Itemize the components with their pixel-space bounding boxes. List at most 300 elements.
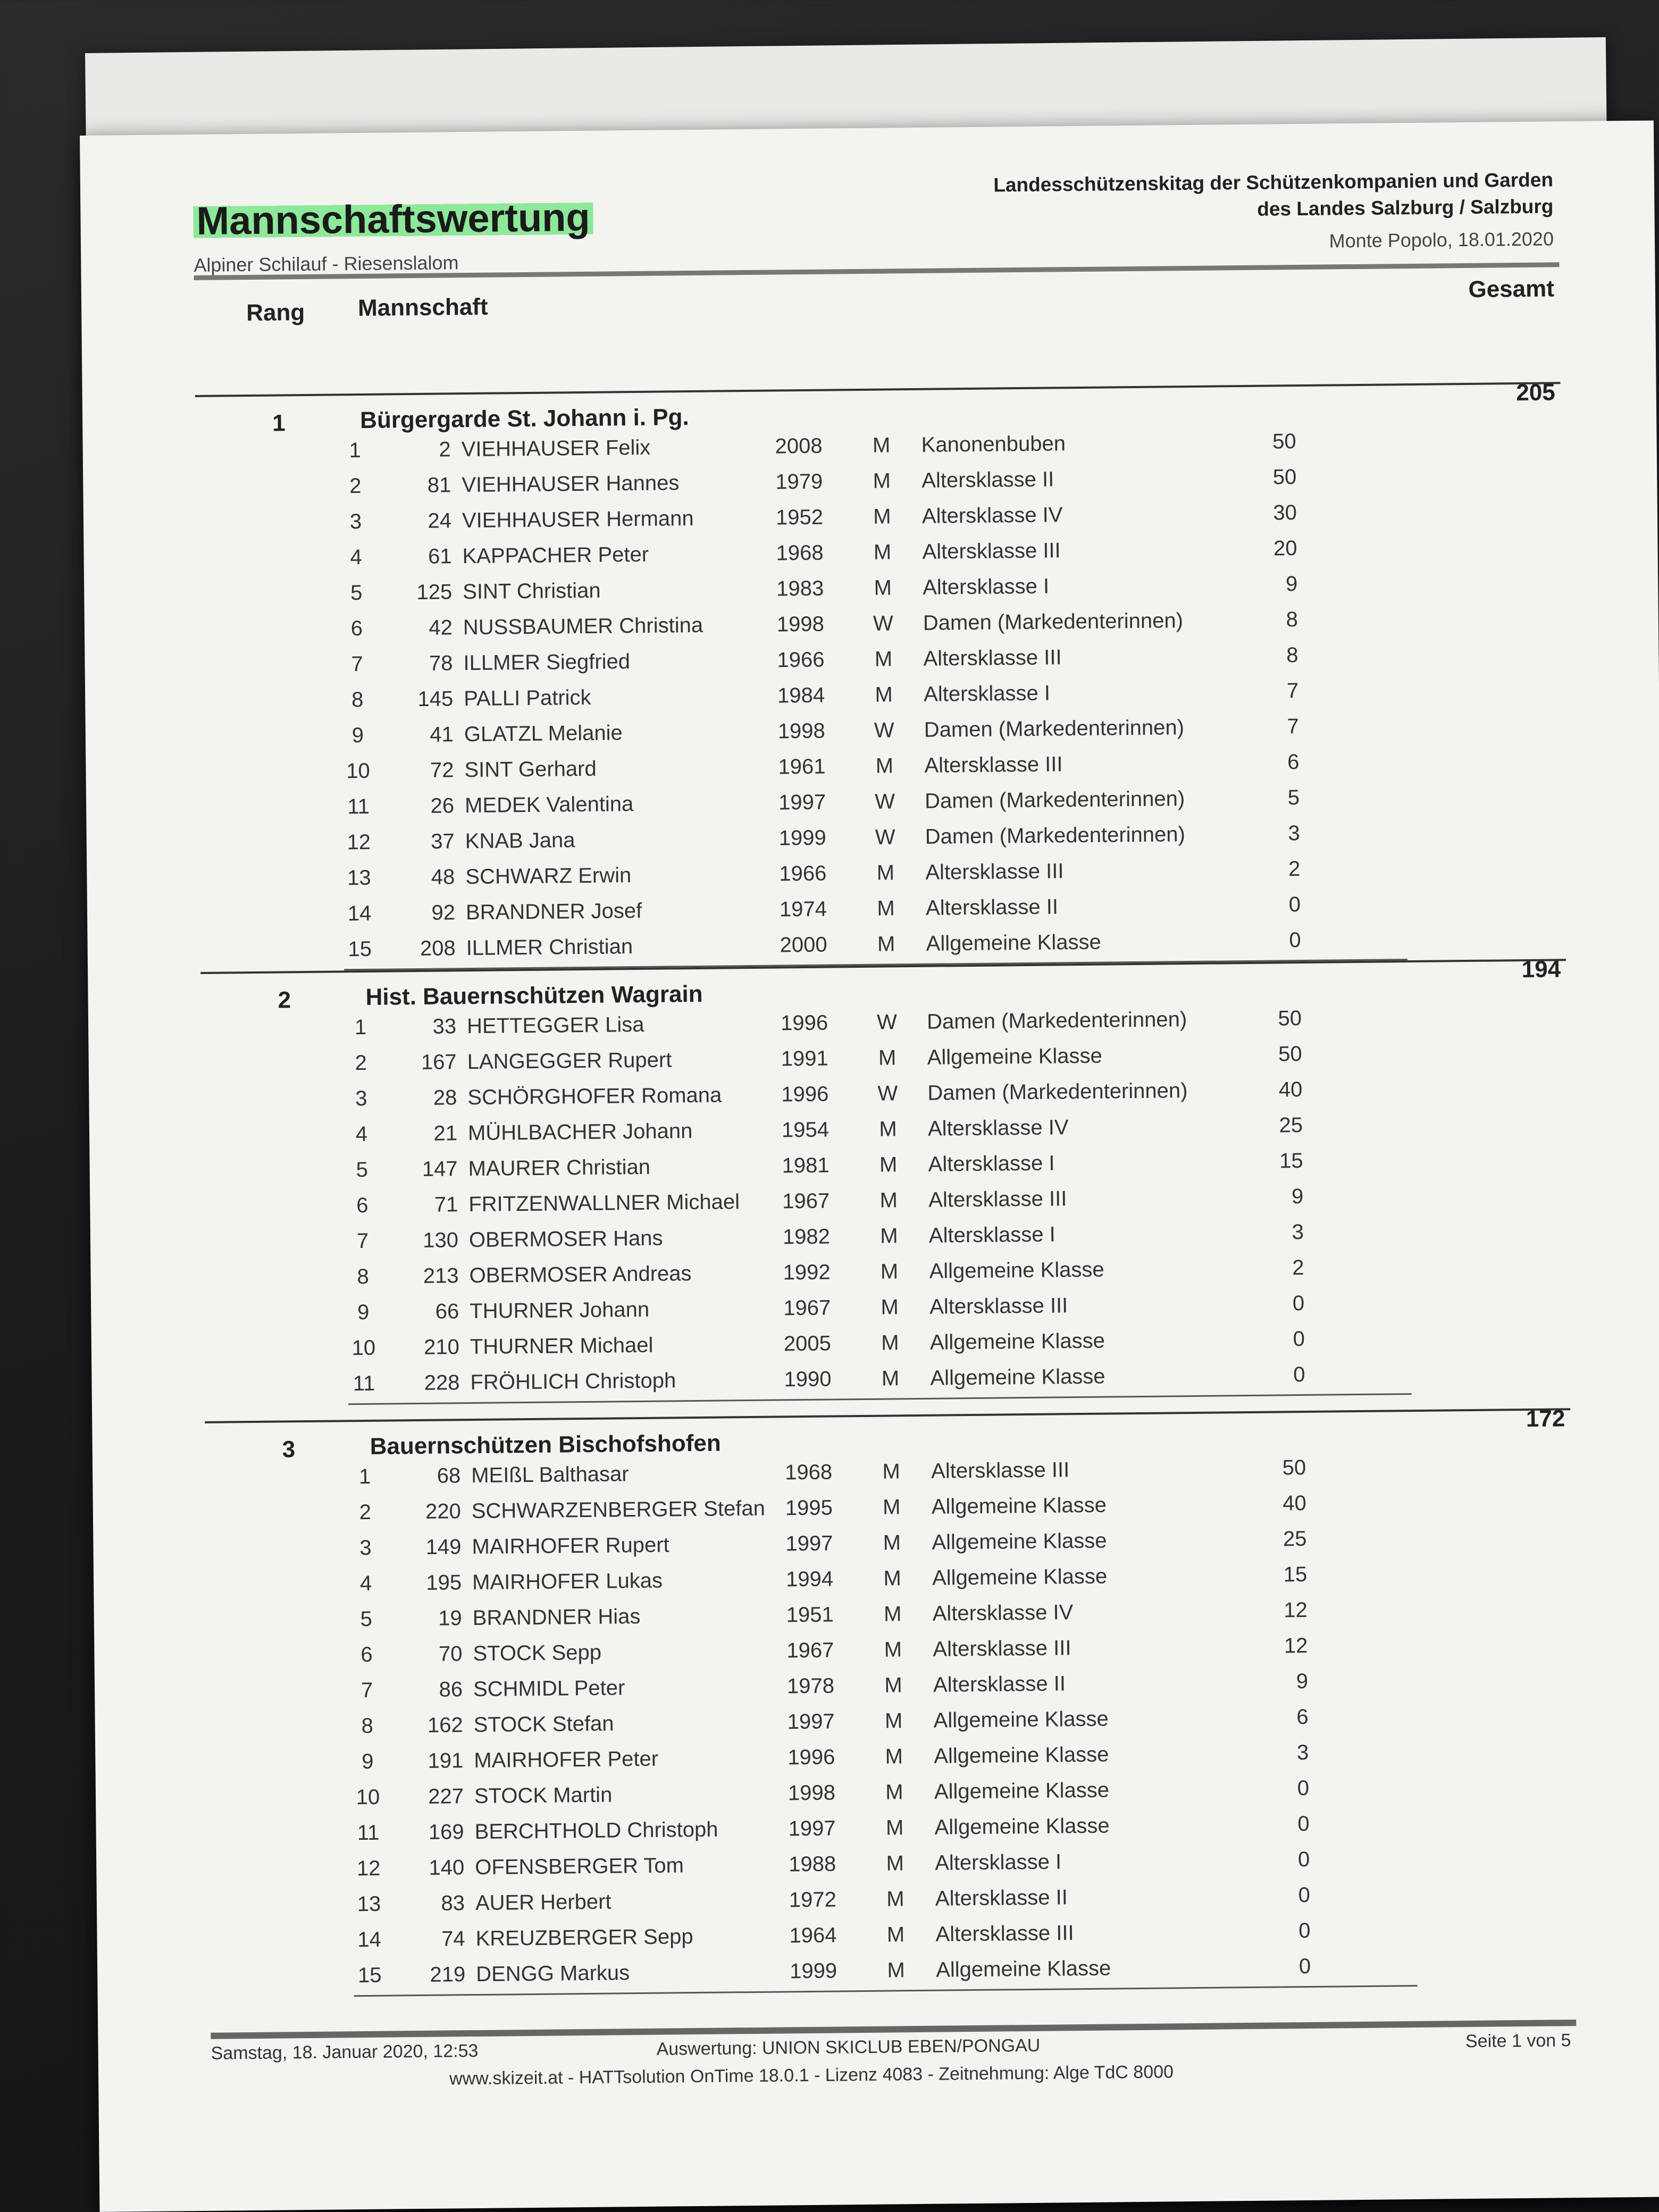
team-total: 205	[1516, 379, 1555, 406]
member-name: BRANDNER Josef	[465, 899, 642, 925]
member-points: 20	[1273, 537, 1297, 560]
member-name: SINT Gerhard	[464, 757, 597, 782]
member-pos: 2	[349, 474, 362, 498]
member-name: KREUZBERGER Sepp	[475, 1925, 693, 1951]
member-pos: 11	[347, 794, 370, 819]
member-name: MEIßL Balthasar	[471, 1462, 629, 1488]
member-name: ILLMER Christian	[466, 935, 633, 960]
member-pos: 4	[355, 1122, 368, 1146]
member-bib: 167	[421, 1050, 457, 1074]
member-name: FRITZENWALLNER Michael	[468, 1190, 740, 1217]
member-points: 6	[1287, 750, 1300, 774]
member-class: Altersklasse III	[923, 646, 1062, 671]
member-class: Altersklasse IV	[921, 503, 1063, 528]
discipline-subtitle: Alpiner Schilauf - Riesenslalom	[194, 252, 459, 276]
member-name: PALLI Patrick	[463, 685, 591, 711]
team-rank: 1	[272, 410, 286, 437]
member-name: SCHWARZ Erwin	[465, 864, 632, 889]
member-year: 1998	[787, 1781, 836, 1805]
member-class: Damen (Markedenterinnen)	[924, 787, 1185, 813]
member-name: MAIRHOFER Peter	[474, 1747, 659, 1773]
member-points: 25	[1279, 1113, 1303, 1137]
member-year: 1998	[777, 719, 826, 743]
member-points: 0	[1288, 893, 1301, 917]
member-class: Altersklasse II	[925, 895, 1059, 920]
member-bib: 71	[434, 1193, 458, 1217]
member-sex: W	[875, 825, 895, 849]
member-pos: 5	[356, 1158, 368, 1182]
team-block	[205, 1405, 1570, 1988]
member-sex: M	[875, 683, 893, 707]
member-name: OFENSBERGER Tom	[475, 1854, 684, 1880]
member-name: MEDEK Valentina	[464, 792, 634, 818]
member-pos: 9	[357, 1300, 370, 1325]
member-class: Altersklasse II	[933, 1672, 1066, 1697]
member-sex: M	[883, 1531, 901, 1555]
member-points: 30	[1273, 501, 1297, 525]
member-year: 1992	[783, 1260, 831, 1285]
member-points: 9	[1296, 1669, 1309, 1694]
member-class: Allgemeine Klasse	[932, 1529, 1107, 1554]
member-bib: 219	[430, 1963, 466, 1987]
member-year: 1996	[780, 1011, 828, 1035]
member-pos: 6	[356, 1193, 368, 1218]
member-class: Altersklasse IV	[927, 1116, 1069, 1141]
member-sex: M	[872, 433, 891, 457]
member-name: SCHÖRGHOFER Romana	[467, 1083, 722, 1110]
member-pos: 8	[361, 1714, 374, 1738]
member-name: VIEHHAUSER Hermann	[462, 506, 694, 533]
member-bib: 92	[431, 901, 456, 925]
member-list	[345, 1000, 1412, 1405]
member-points: 0	[1297, 1812, 1310, 1836]
member-name: STOCK Sepp	[473, 1640, 602, 1666]
member-class: Allgemeine Klasse	[932, 1564, 1108, 1590]
column-header-total: Gesamt	[1468, 275, 1555, 303]
member-name: SINT Christian	[463, 579, 601, 604]
member-bib: 213	[423, 1264, 459, 1288]
member-class: Altersklasse III	[935, 1921, 1074, 1946]
member-list	[339, 423, 1407, 970]
member-pos: 12	[347, 830, 371, 854]
member-sex: M	[873, 505, 891, 529]
member-points: 7	[1286, 679, 1299, 703]
member-sex: W	[877, 1082, 898, 1105]
member-bib: 2	[439, 438, 451, 462]
member-year: 1964	[789, 1923, 837, 1948]
event-title	[993, 166, 1554, 225]
member-points: 3	[1288, 822, 1300, 845]
member-sex: M	[885, 1745, 903, 1769]
member-name: VIEHHAUSER Hannes	[462, 471, 680, 497]
member-bib: 26	[430, 794, 455, 818]
member-sex: M	[879, 1117, 897, 1141]
member-pos: 15	[348, 937, 372, 961]
member-pos: 2	[359, 1500, 372, 1524]
member-sex: W	[873, 611, 893, 635]
member-bib: 147	[422, 1157, 458, 1181]
member-pos: 2	[355, 1051, 367, 1075]
member-points: 0	[1297, 1847, 1310, 1872]
team-divider	[205, 1408, 1570, 1423]
member-bib: 72	[430, 758, 454, 782]
member-year: 1983	[776, 576, 824, 601]
member-class: Altersklasse III	[922, 539, 1061, 564]
member-sex: M	[881, 1295, 899, 1319]
member-points: 50	[1282, 1455, 1306, 1480]
member-name: MAIRHOFER Lukas	[472, 1569, 663, 1595]
member-name: MAIRHOFER Rupert	[472, 1533, 669, 1559]
member-sex: M	[877, 932, 895, 956]
member-sex: M	[873, 469, 891, 493]
member-class: Altersklasse I	[935, 1850, 1062, 1875]
member-pos: 10	[346, 759, 370, 783]
member-name: AUER Herbert	[475, 1890, 611, 1915]
member-sex: M	[879, 1188, 898, 1212]
member-pos: 13	[347, 866, 371, 890]
member-sex: M	[880, 1224, 898, 1248]
member-year: 1979	[775, 470, 823, 494]
member-year: 1966	[779, 861, 827, 886]
member-list	[349, 1449, 1418, 1997]
member-year: 1972	[789, 1888, 837, 1912]
member-year: 1990	[784, 1367, 832, 1392]
member-bib: 140	[429, 1856, 465, 1880]
member-pos: 11	[357, 1821, 380, 1845]
member-sex: M	[876, 861, 895, 885]
member-class: Altersklasse II	[935, 1886, 1068, 1911]
member-pos: 6	[361, 1643, 373, 1667]
member-pos: 5	[360, 1607, 373, 1631]
member-sex: M	[879, 1153, 898, 1177]
member-sex: M	[874, 647, 893, 671]
member-bib: 28	[433, 1086, 457, 1110]
member-points: 9	[1285, 572, 1298, 596]
member-year: 2000	[780, 933, 827, 957]
member-class: Altersklasse III	[924, 752, 1063, 777]
member-year: 1954	[781, 1118, 830, 1142]
member-name: STOCK Stefan	[473, 1712, 614, 1737]
team-divider	[195, 382, 1561, 397]
team-name: Bürgergarde St. Johann i. Pg.	[359, 404, 689, 433]
footer-page-number: Seite 1 von 5	[1465, 2030, 1571, 2052]
member-pos: 10	[351, 1336, 376, 1360]
member-bib: 66	[435, 1300, 459, 1323]
member-pos: 3	[355, 1086, 367, 1111]
column-header-rank: Rang	[246, 299, 305, 326]
member-sex: M	[886, 1887, 904, 1911]
member-points: 9	[1291, 1185, 1304, 1209]
team-block	[195, 379, 1561, 961]
member-name: HETTEGGER Lisa	[466, 1012, 644, 1038]
member-sex: M	[884, 1673, 902, 1697]
member-class: Allgemeine Klasse	[934, 1778, 1110, 1804]
member-points: 0	[1298, 1918, 1311, 1943]
member-bib: 83	[441, 1891, 465, 1915]
member-pos: 13	[357, 1892, 381, 1916]
member-bib: 149	[425, 1535, 462, 1559]
member-class: Altersklasse III	[928, 1187, 1067, 1212]
member-class: Damen (Markedenterinnen)	[927, 1079, 1188, 1105]
member-year: 1982	[782, 1225, 831, 1249]
member-pos: 14	[347, 901, 372, 926]
member-sex: M	[883, 1602, 902, 1626]
page-title: Mannschaftswertung	[193, 195, 593, 244]
member-class: Altersklasse III	[931, 1458, 1070, 1483]
member-bib: 74	[441, 1927, 465, 1951]
member-name: STOCK Martin	[474, 1783, 613, 1808]
member-bib: 21	[433, 1121, 458, 1145]
member-points: 2	[1292, 1255, 1304, 1280]
member-pos: 9	[351, 723, 364, 748]
member-class: Allgemeine Klasse	[930, 1364, 1105, 1390]
footer-credits: www.skizeit.at - HATTsolution OnTime 18.0.1 - Lizenz 4083 - Zeitnehmung: Alge TdC 8000	[449, 2062, 1174, 2089]
member-name: THURNER Johann	[470, 1297, 650, 1323]
team-rank: 2	[278, 987, 291, 1013]
member-points: 0	[1298, 1883, 1311, 1907]
member-pos: 1	[358, 1464, 371, 1489]
member-year: 1994	[785, 1567, 834, 1591]
member-sex: M	[882, 1460, 901, 1484]
member-pos: 4	[359, 1571, 372, 1596]
member-name: KAPPACHER Peter	[462, 542, 649, 568]
member-sex: M	[874, 576, 892, 600]
member-year: 1996	[787, 1745, 835, 1770]
member-bib: 191	[428, 1749, 464, 1773]
member-pos: 11	[353, 1371, 375, 1396]
place-date: Monte Popolo, 18.01.2020	[1329, 228, 1554, 252]
member-points: 12	[1284, 1633, 1308, 1658]
column-header-team: Mannschaft	[357, 294, 488, 321]
member-year: 1999	[789, 1959, 837, 1983]
member-year: 1952	[775, 505, 824, 530]
member-points: 50	[1272, 430, 1296, 454]
member-name: KNAB Jana	[465, 828, 575, 853]
member-sex: M	[885, 1816, 904, 1840]
member-year: 1997	[785, 1531, 833, 1556]
member-sex: W	[874, 790, 895, 814]
member-points: 0	[1293, 1362, 1305, 1387]
member-bib: 220	[425, 1499, 462, 1523]
member-sex: W	[874, 718, 894, 742]
member-bib: 78	[429, 651, 453, 675]
event-line-2: des Landes Salzburg / Salzburg	[1257, 195, 1554, 220]
member-class: Altersklasse I	[928, 1151, 1055, 1176]
footer-datetime: Samstag, 18. Januar 2020, 12:53	[211, 2040, 479, 2064]
member-name: MAURER Christian	[468, 1155, 651, 1181]
member-bib: 42	[429, 616, 453, 640]
member-pos: 14	[357, 1928, 382, 1952]
member-bib: 208	[420, 936, 456, 960]
member-sex: M	[873, 540, 892, 564]
team-name: Bauernschützen Bischofshofen	[370, 1430, 721, 1460]
team-total: 194	[1521, 956, 1561, 983]
team-total: 172	[1526, 1405, 1565, 1432]
member-bib: 195	[426, 1571, 462, 1595]
member-pos: 6	[350, 616, 363, 641]
member-points: 0	[1298, 1954, 1311, 1979]
member-pos: 8	[351, 688, 364, 712]
member-year: 1991	[781, 1046, 828, 1071]
member-points: 0	[1293, 1327, 1305, 1351]
member-class: Allgemeine Klasse	[931, 1493, 1107, 1519]
member-class: Kanonenbuben	[921, 432, 1066, 457]
member-class: Altersklasse II	[921, 467, 1054, 492]
member-class: Altersklasse III	[929, 1294, 1068, 1319]
member-bib: 19	[438, 1606, 463, 1630]
member-pos: 15	[357, 1963, 382, 1988]
member-points: 5	[1287, 786, 1300, 810]
member-points: 25	[1283, 1527, 1307, 1551]
member-bib: 41	[430, 723, 454, 747]
member-class: Allgemeine Klasse	[933, 1707, 1109, 1732]
member-bib: 227	[428, 1784, 464, 1808]
team-rank: 3	[282, 1436, 296, 1463]
member-points: 8	[1286, 608, 1298, 632]
member-points: 0	[1292, 1291, 1305, 1316]
member-bib: 130	[423, 1228, 459, 1252]
member-points: 12	[1284, 1598, 1308, 1622]
member-year: 1981	[782, 1153, 830, 1178]
member-sex: M	[886, 1851, 904, 1875]
member-year: 2008	[775, 434, 823, 458]
member-pos: 5	[350, 581, 363, 605]
member-name: OBERMOSER Hans	[468, 1226, 663, 1252]
member-class: Damen (Markedenterinnen)	[923, 609, 1184, 635]
member-year: 1967	[783, 1296, 831, 1320]
member-sex: W	[876, 1010, 898, 1034]
member-points: 0	[1289, 928, 1301, 952]
event-line-1: Landesschützenskitag der Schützenkompanien und Garden	[993, 169, 1554, 196]
member-sex: M	[878, 1046, 896, 1070]
member-pos: 1	[349, 438, 362, 463]
member-class: Allgemeine Klasse	[926, 930, 1101, 956]
member-bib: 37	[431, 830, 455, 853]
member-bib: 68	[437, 1464, 461, 1488]
footer-evaluation: Auswertung: UNION SKICLUB EBEN/PONGAU	[656, 2035, 1041, 2059]
member-name: FRÖHLICH Christoph	[470, 1369, 676, 1395]
member-year: 1968	[784, 1460, 833, 1485]
member-bib: 24	[428, 509, 452, 533]
member-class: Allgemeine Klasse	[929, 1258, 1104, 1283]
member-points: 0	[1297, 1776, 1310, 1800]
member-class: Damen (Markedenterinnen)	[926, 1008, 1187, 1034]
member-year: 1996	[781, 1082, 829, 1107]
member-class: Allgemeine Klasse	[934, 1742, 1109, 1768]
member-sex: M	[886, 1923, 905, 1947]
member-year: 1995	[785, 1496, 833, 1520]
member-pos: 7	[361, 1678, 373, 1703]
member-class: Allgemeine Klasse	[929, 1329, 1105, 1354]
member-name: LANGEGGER Rupert	[467, 1048, 672, 1074]
member-year: 2005	[783, 1331, 832, 1356]
member-points: 15	[1283, 1562, 1308, 1587]
member-year: 1961	[778, 755, 826, 779]
member-points: 7	[1287, 715, 1299, 739]
member-bib: 33	[432, 1015, 457, 1038]
member-sex: M	[881, 1367, 900, 1390]
member-name: GLATZL Melanie	[464, 721, 623, 747]
member-sex: M	[887, 1958, 906, 1982]
member-year: 1997	[787, 1710, 835, 1734]
member-year: 1999	[778, 826, 826, 850]
member-pos: 8	[357, 1264, 369, 1289]
member-pos: 10	[356, 1785, 380, 1809]
member-name: SCHMIDL Peter	[473, 1676, 625, 1702]
member-class: Allgemeine Klasse	[934, 1814, 1110, 1839]
member-year: 1968	[776, 541, 824, 565]
member-class: Altersklasse I	[928, 1222, 1055, 1247]
member-year: 1984	[777, 683, 825, 708]
member-points: 50	[1278, 1007, 1302, 1030]
member-bib: 228	[424, 1371, 460, 1395]
member-sex: M	[884, 1638, 902, 1662]
member-pos: 3	[359, 1536, 372, 1560]
member-sex: M	[877, 896, 895, 920]
member-points: 3	[1296, 1740, 1309, 1765]
member-name: SCHWARZENBERGER Stefan	[471, 1496, 766, 1523]
member-points: 2	[1288, 857, 1301, 881]
member-pos: 12	[356, 1856, 381, 1881]
member-points: 15	[1279, 1149, 1303, 1173]
member-name: BRANDNER Hias	[472, 1605, 641, 1630]
member-year: 1974	[779, 897, 827, 921]
member-year: 1967	[786, 1638, 834, 1663]
member-bib: 125	[416, 580, 453, 604]
member-class: Allgemeine Klasse	[927, 1044, 1102, 1069]
member-year: 1997	[788, 1816, 836, 1841]
member-name: MÜHLBACHER Johann	[467, 1119, 693, 1145]
member-points: 6	[1296, 1705, 1309, 1729]
member-class: Altersklasse IV	[932, 1601, 1074, 1626]
member-name: ILLMER Siegfried	[463, 650, 631, 675]
member-name: THURNER Michael	[470, 1333, 653, 1359]
member-bib: 70	[438, 1642, 463, 1666]
member-class: Altersklasse I	[923, 681, 1051, 706]
member-year: 1998	[776, 612, 825, 636]
member-year: 1997	[778, 790, 826, 815]
member-class: Allgemeine Klasse	[935, 1956, 1111, 1982]
member-pos: 9	[362, 1749, 374, 1774]
team-name: Hist. Bauernschützen Wagrain	[365, 981, 703, 1010]
member-class: Altersklasse I	[923, 574, 1050, 599]
member-bib: 145	[417, 687, 454, 711]
member-year: 1988	[789, 1852, 836, 1876]
member-points: 3	[1292, 1220, 1304, 1244]
member-name: DENGG Markus	[476, 1961, 630, 1987]
member-class: Damen (Markedenterinnen)	[925, 823, 1186, 849]
member-sex: M	[875, 754, 894, 778]
member-bib: 210	[423, 1335, 460, 1359]
member-sex: M	[883, 1566, 901, 1590]
member-year: 1967	[782, 1189, 830, 1213]
footer-divider	[211, 2020, 1576, 2039]
member-year: 1966	[777, 648, 825, 672]
member-points: 50	[1272, 465, 1297, 489]
member-class: Altersklasse III	[925, 859, 1064, 884]
member-bib: 86	[439, 1678, 463, 1702]
member-bib: 61	[428, 544, 452, 568]
member-bib: 169	[428, 1820, 464, 1844]
member-sex: M	[884, 1709, 903, 1733]
member-sex: M	[880, 1260, 899, 1284]
member-name: VIEHHAUSER Felix	[461, 435, 651, 462]
member-pos: 1	[354, 1015, 367, 1040]
member-name: BERCHTHOLD Christoph	[474, 1817, 718, 1844]
member-sex: M	[882, 1495, 901, 1519]
member-bib: 81	[427, 473, 451, 497]
member-bib: 162	[427, 1713, 463, 1737]
